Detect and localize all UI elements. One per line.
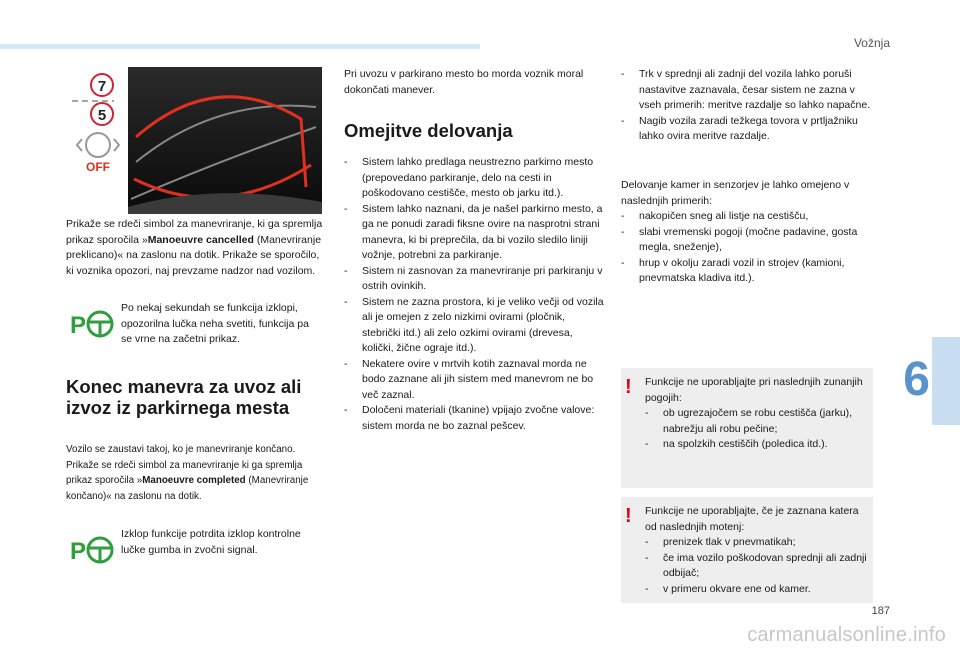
paragraph-completed: Vozilo se zaustavi takoj, ko je manevriranje končano. Prikaže se rdeči simbol za manevriranje ki ga spremlja prikaz sporočila »Manoeuvre completed (Manevriranje končano)« na zaslonu na dotik.	[66, 444, 309, 502]
chapter-number: 6	[903, 353, 930, 406]
parking-screen-illustration	[66, 67, 322, 214]
paragraph-intro: Pri uvozu v parkirano mesto bo morda voznik moral dokončati manever.	[344, 68, 584, 96]
heading-end-manoeuvre: Konec manevra za uvoz ali izvoz iz parkirnega mesta	[66, 376, 302, 418]
camera-limits	[621, 178, 877, 287]
park-assist-icon	[70, 309, 114, 339]
warning-intro: Funkcije ne uporabljajte pri naslednjih zunanjih pogojih:	[645, 376, 863, 404]
list-item: - če ima vozilo poškodovan sprednji ali zadnji odbijač;	[645, 551, 867, 582]
svg-text:P: P	[70, 312, 87, 339]
faults-list	[621, 67, 877, 145]
warning-icon: !	[625, 376, 632, 398]
list-item: - Nekatere ovire v mrtvih kotih zaznaval morda ne bodo zaznane ali jih sistem med manevrom ne bo več zaznal.	[344, 357, 606, 404]
page-number: 187	[871, 605, 890, 617]
section-title: Vožnja	[853, 36, 890, 50]
list-item: - Sistem ni zasnovan za manevriranje pri parkiranju v ostrih ovinkih.	[344, 264, 606, 295]
chapter-tab	[932, 337, 960, 425]
warning-box-faults	[621, 497, 873, 603]
list-item: - prenizek tlak v pnevmatikah;	[645, 535, 867, 551]
list-item: - na spolzkih cestiščih (poledica itd.).	[645, 437, 867, 453]
svg-text:P: P	[70, 538, 87, 565]
paragraph-switch-off: Izklop funkcije potrdita izklop kontrolne lučke gumba in zvočni signal.	[121, 528, 301, 556]
list-item: - v primeru okvare ene od kamer.	[645, 582, 867, 598]
list-item: - Trk v sprednji ali zadnji del vozila lahko poruši nastavitve zaznavala, česar sistem ne zazna v vseh primerih: meritve razdalje so lahko napačne.	[621, 67, 877, 114]
list-item: - nakopičen sneg ali listje na cestišču,	[621, 209, 877, 225]
distance-top: 7	[97, 78, 107, 95]
list-item: - Sistem ne zazna prostora, ki je veliko večji od vozila ali je omejen z zelo nizkimi ovirami (pločnik, stebrički itd.) ali zelo ozkimi ovirami (drevesa, količki, žične ograje itd.).	[344, 295, 606, 357]
list-item: - Nagib vozila zaradi težkega tovora v prtljažniku lahko ovira meritve razdalje.	[621, 114, 877, 145]
park-assist-icon	[70, 535, 114, 565]
list-item: - Sistem lahko predlaga neustrezno parkirno mesto (prepovedano parkiranje, delo na cesti in poškodovano cestišče, mesto ob jarku itd.).	[344, 155, 606, 202]
warning-icon: !	[625, 505, 632, 527]
list-item: - hrup v okolju zaradi vozil in strojev (kamioni, pnevmatska kladiva itd.).	[621, 256, 877, 287]
heading-limitations: Omejitve delovanja	[344, 120, 513, 141]
off-label: OFF	[86, 160, 110, 174]
list-item: - ob ugrezajočem se robu cestišča (jarku), nabrežju ali robu pečine;	[645, 406, 867, 437]
limitations-list	[344, 155, 606, 434]
warning-intro: Funkcije ne uporabljajte, če je zaznana katera od naslednjih motenj:	[645, 505, 859, 533]
paragraph-timeout: Po nekaj sekundah se funkcija izklopi, opozorilna lučka neha svetiti, funkcija pa se vrne na začetni prikaz.	[121, 302, 309, 345]
paragraph-cancelled: Prikaže se rdeči simbol za manevriranje, ki ga spremlja prikaz sporočila »Manoeuvre cancelled (Manevriranje preklicano)« na zaslonu na dotik. Prikaže se sporočilo, ki voznika opozori, naj prevzame nadzor nad vozilom.	[66, 218, 323, 277]
list-item: - Določeni materiali (tkanine) vpijajo zvočne valove: sistem morda ne bo zaznal pešcev.	[344, 403, 606, 434]
watermark: carmanualsonline.info	[747, 624, 946, 646]
camera-limits-intro: Delovanje kamer in senzorjev je lahko omejeno v naslednjih primerih:	[621, 179, 850, 207]
warning-box-external-conditions	[621, 368, 873, 488]
list-item: - Sistem lahko naznani, da je našel parkirno mesto, a ga ne ponudi zaradi fiksne ovire na nasprotni strani manevra, ki bi preprečila, da bi vozilo sledilo liniji vožnje, potrebni za parkiranje.	[344, 202, 606, 264]
list-item: - slabi vremenski pogoji (močne padavine, gosta megla, sneženje),	[621, 225, 877, 256]
distance-bottom: 5	[97, 107, 107, 124]
header-bar	[0, 44, 480, 49]
